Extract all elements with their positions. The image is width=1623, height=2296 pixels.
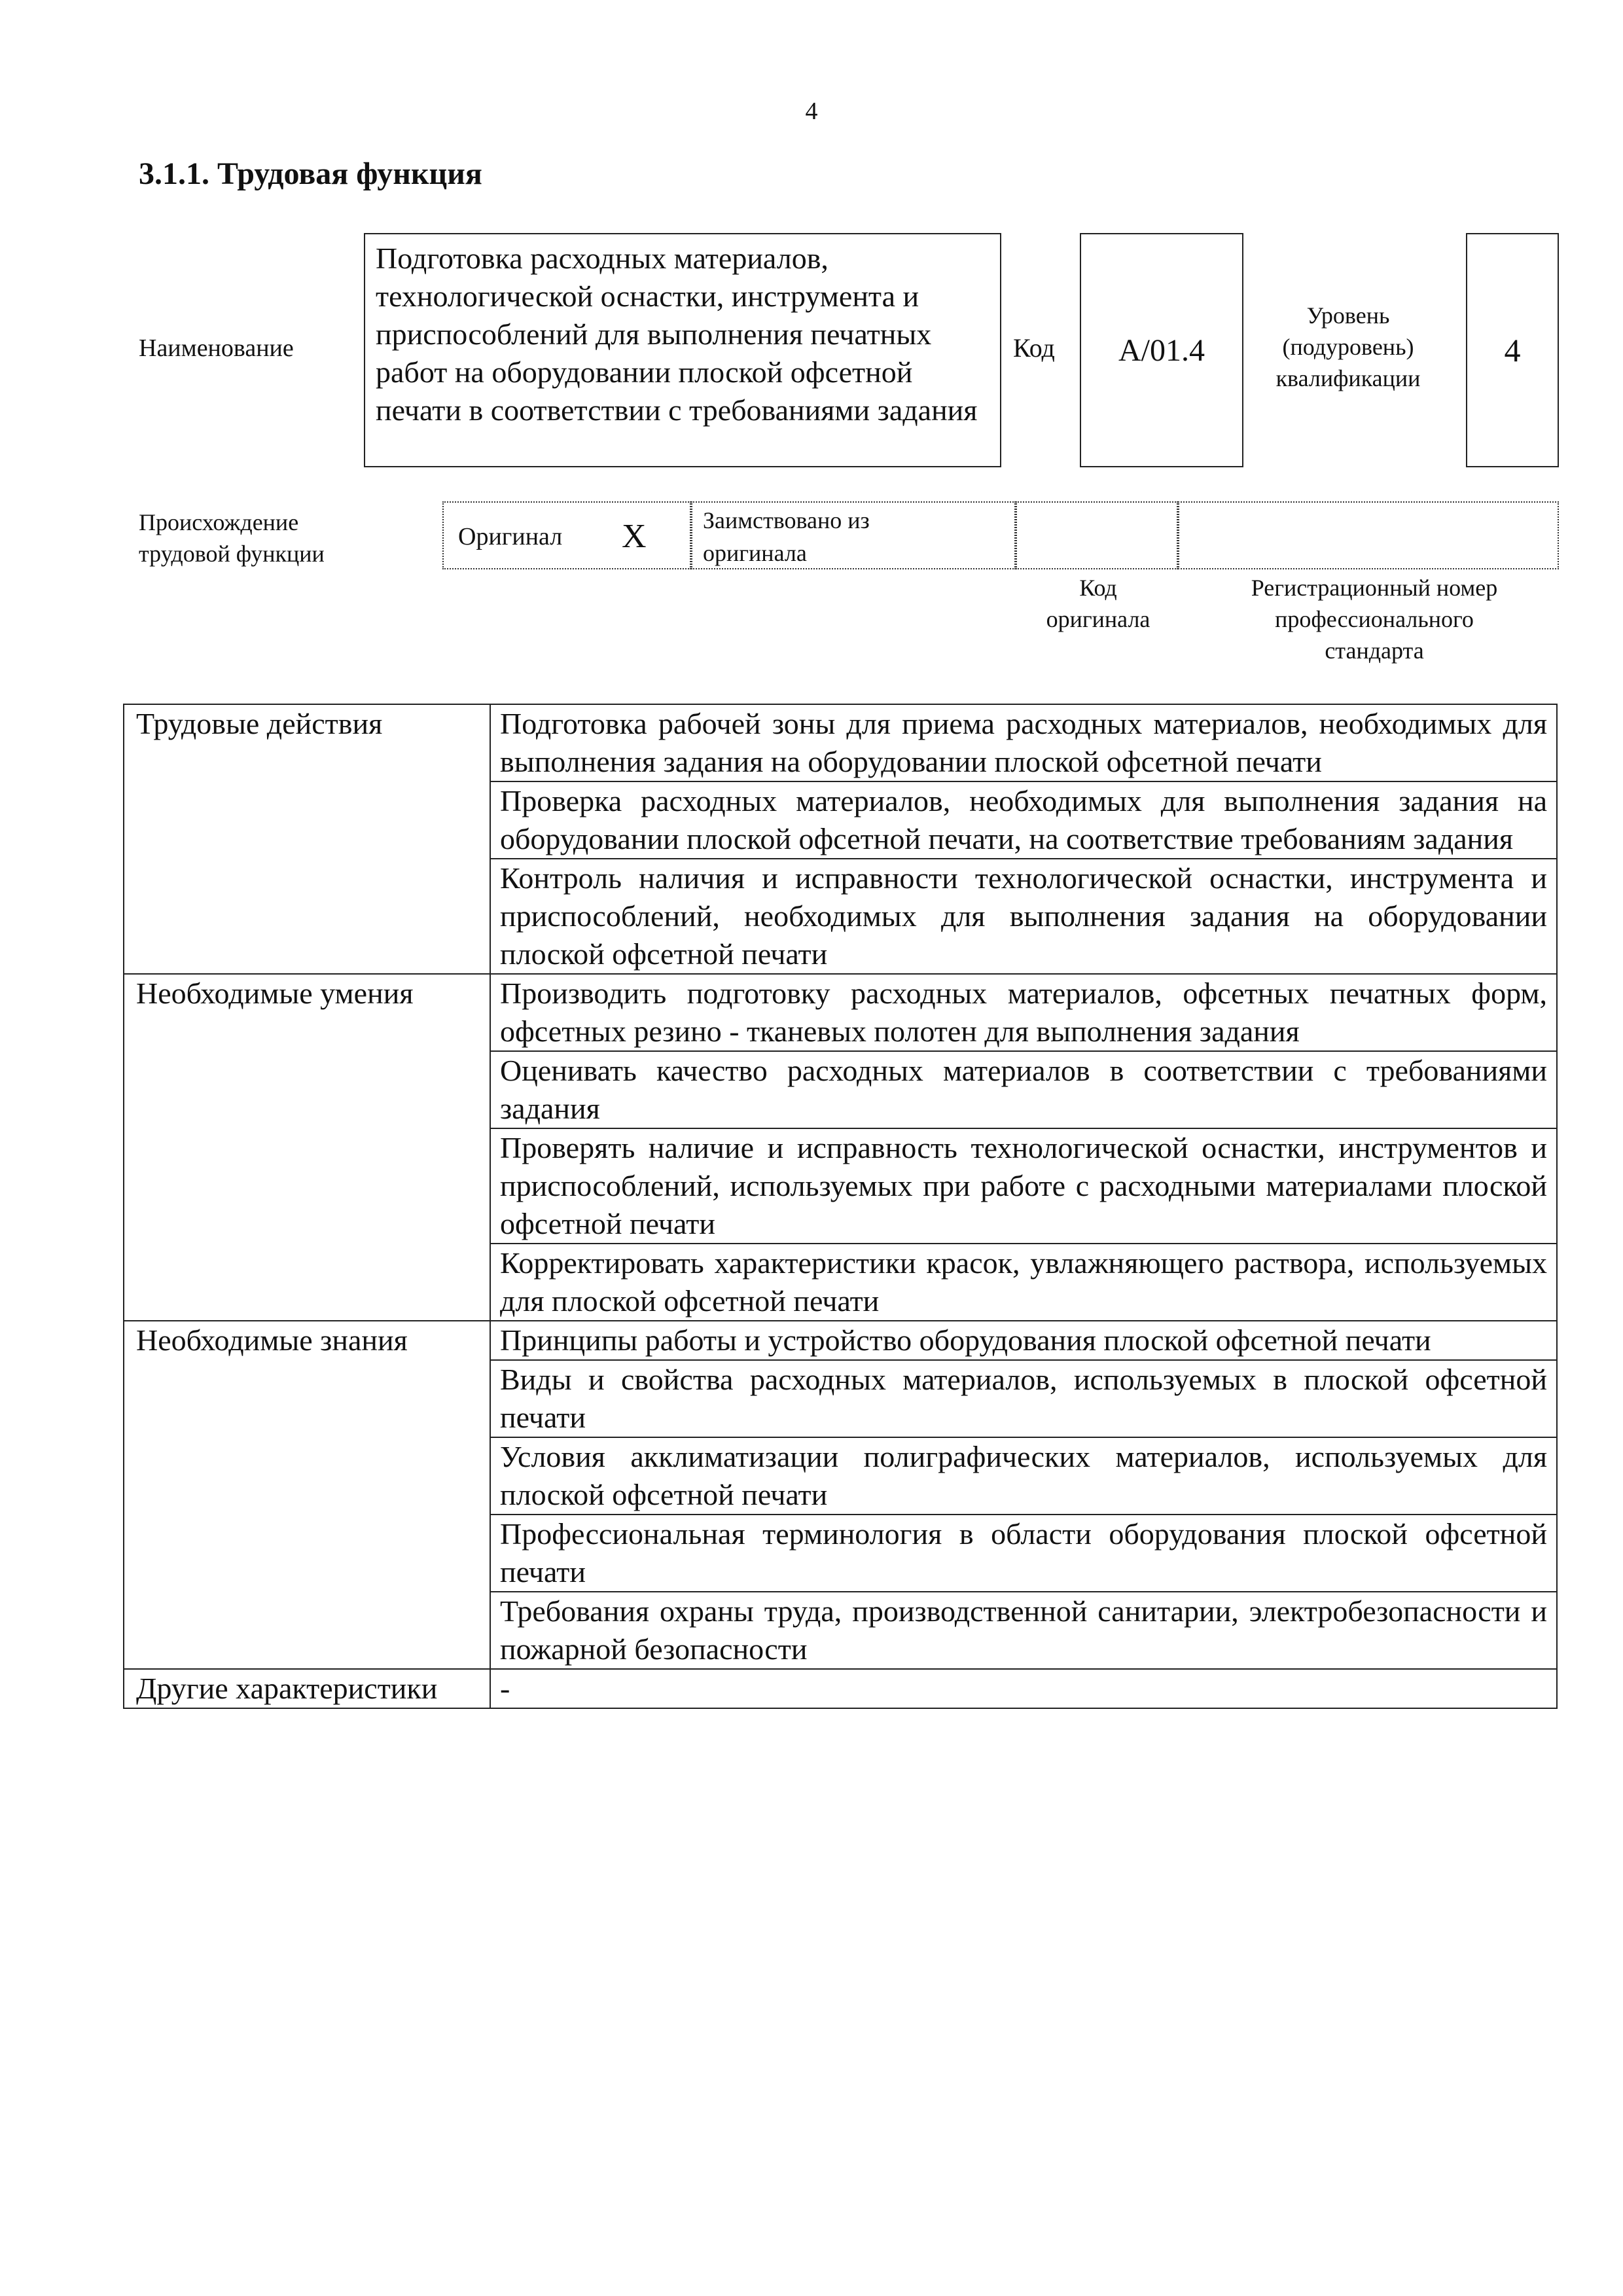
other-characteristics-value: -	[490, 1669, 1557, 1708]
table-row	[124, 974, 1557, 1051]
labor-action-item: Проверка расходных материалов, необходимых для выполнения задания на оборудовании плоской офсетной печати, на соответствие требованиям задания	[490, 781, 1557, 859]
original-code-cell	[1016, 501, 1178, 569]
original-mark: X	[622, 518, 647, 555]
registration-caption-line-1: Регистрационный номер	[1251, 575, 1498, 601]
function-name-box: Подготовка расходных материалов, технологической оснастки, инструмента и приспособлений для выполнения печатных работ на оборудовании плоской офсетной печати в соответствии с требованиями задания	[364, 233, 1001, 467]
original-text: Оригинал	[458, 523, 563, 550]
origin-label-line-2: трудовой функции	[139, 541, 325, 567]
original-code-caption	[1017, 572, 1179, 635]
knowledge-item: Требования охраны труда, производственной санитарии, электробезопасности и пожарной безопасности	[490, 1592, 1557, 1669]
registration-number-cell	[1178, 501, 1559, 569]
skill-item: Оценивать качество расходных материалов в соответствии с требованиями задания	[490, 1051, 1557, 1128]
borrowed-text	[703, 504, 870, 569]
borrowed-text-line-1: Заимствовано из	[703, 507, 870, 533]
table-row	[124, 1321, 1557, 1360]
knowledge-item: Условия акклиматизации полиграфических материалов, используемых для плоской офсетной печати	[490, 1437, 1557, 1515]
level-box	[1466, 233, 1559, 467]
function-details-table	[123, 704, 1558, 1709]
skill-item: Производить подготовку расходных материалов, офсетных печатных форм, офсетных резино - тканевых полотен для выполнения задания	[490, 974, 1557, 1051]
borrowed-cell	[691, 501, 1016, 569]
level-label-line-3: квалификации	[1275, 365, 1421, 391]
section-title: 3.1.1. Трудовая функция	[139, 156, 482, 191]
code-label: Код	[1013, 333, 1055, 363]
original-code-caption-line-2: оригинала	[1046, 606, 1150, 632]
other-characteristics-label: Другие характеристики	[124, 1669, 490, 1708]
level-label	[1250, 300, 1446, 394]
level-label-line-2: (подуровень)	[1282, 334, 1414, 360]
origin-row	[442, 501, 1559, 569]
code-box	[1080, 233, 1243, 467]
knowledge-item: Принципы работы и устройство оборудования плоской офсетной печати	[490, 1321, 1557, 1360]
skill-item: Проверять наличие и исправность технологической оснастки, инструментов и приспособлений, используемых при работе с расходными материалами плоской офсетной печати	[490, 1128, 1557, 1244]
skill-item: Корректировать характеристики красок, увлажняющего раствора, используемых для плоской офсетной печати	[490, 1244, 1557, 1321]
knowledge-label: Необходимые знания	[124, 1321, 490, 1669]
borrowed-text-line-2: оригинала	[703, 540, 807, 566]
knowledge-item: Профессиональная терминология в области оборудования плоской офсетной печати	[490, 1515, 1557, 1592]
skills-label: Необходимые умения	[124, 974, 490, 1321]
labor-actions-label: Трудовые действия	[124, 704, 490, 974]
labor-action-item: Контроль наличия и исправности технологической оснастки, инструмента и приспособлений, необходимых для выполнения задания на оборудовании плоской офсетной печати	[490, 859, 1557, 974]
table-row	[124, 1669, 1557, 1708]
code-value: A/01.4	[1118, 332, 1205, 368]
labor-action-item: Подготовка рабочей зоны для приема расходных материалов, необходимых для выполнения задания на оборудовании плоской офсетной печати	[490, 704, 1557, 781]
origin-label	[139, 507, 325, 569]
original-cell	[442, 501, 691, 569]
level-value: 4	[1504, 332, 1521, 368]
knowledge-item: Виды и свойства расходных материалов, используемых в плоской офсетной печати	[490, 1360, 1557, 1437]
registration-number-caption	[1191, 572, 1558, 666]
name-label: Наименование	[139, 334, 294, 362]
origin-label-line-1: Происхождение	[139, 509, 299, 535]
registration-caption-line-2: профессионального	[1275, 606, 1474, 632]
level-label-line-1: Уровень	[1306, 302, 1390, 329]
page-number: 4	[805, 98, 818, 125]
registration-caption-line-3: стандарта	[1325, 637, 1424, 664]
original-code-caption-line-1: Код	[1079, 575, 1117, 601]
table-row	[124, 704, 1557, 781]
